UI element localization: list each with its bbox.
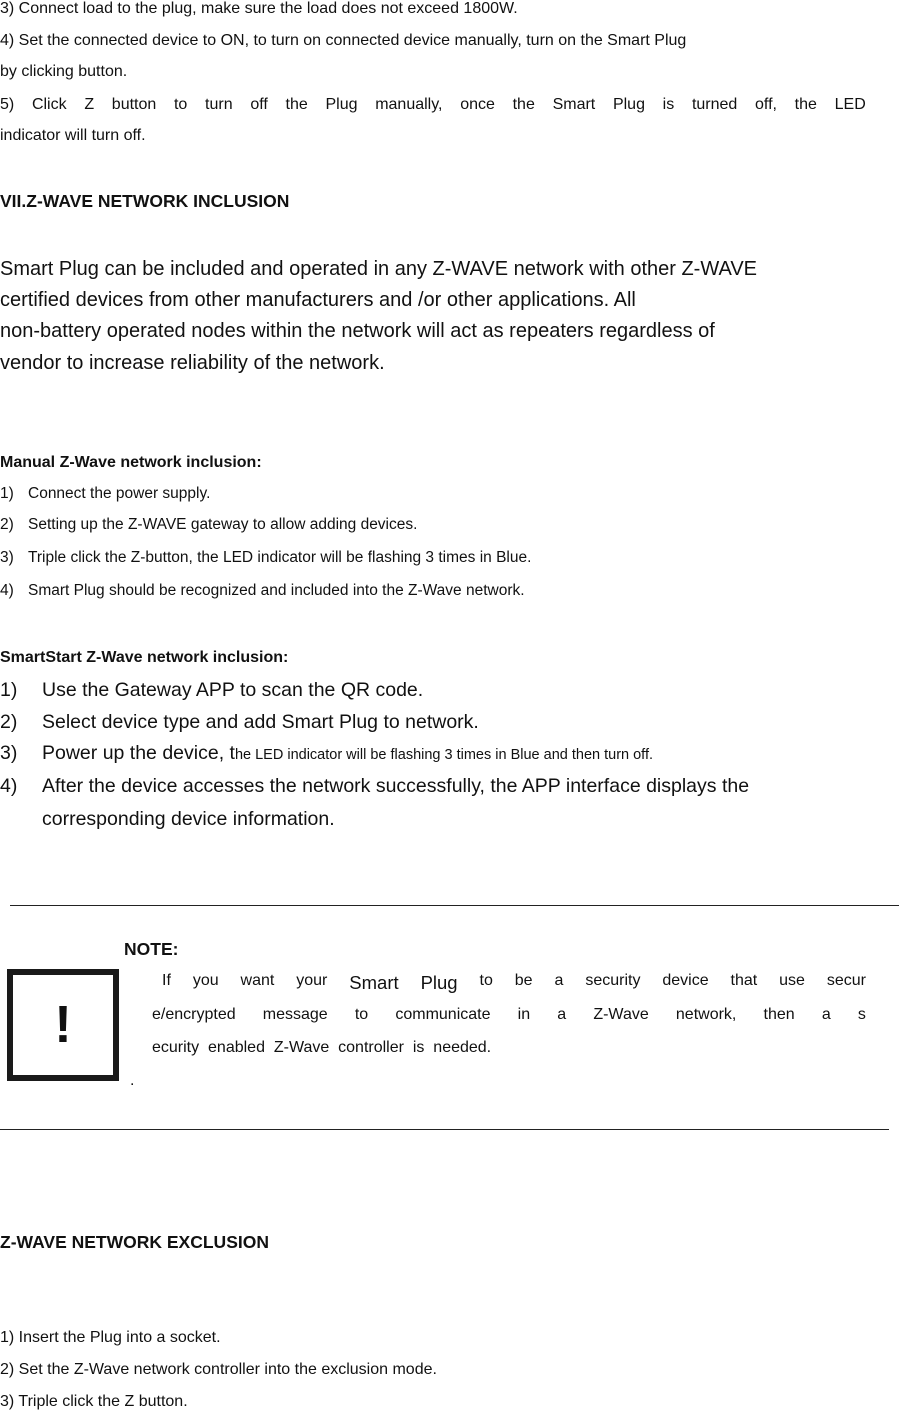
note-line2: e/encrypted message to communicate in a Z-Wave network, then a s <box>152 1006 866 1023</box>
manual-step: 3) Triple click the Z-button, the LED indicator will be flashing 3 times in Blue. <box>0 549 532 566</box>
smartstart-inclusion-title: SmartStart Z-Wave network inclusion: <box>0 649 289 666</box>
manual-step: 2) Setting up the Z-WAVE gateway to allow adding devices. <box>0 516 418 533</box>
note-title: NOTE: <box>124 939 179 959</box>
note-trailing-dot: . <box>130 1072 135 1089</box>
exclusion-heading: Z-WAVE NETWORK EXCLUSION <box>0 1232 269 1252</box>
exclusion-step: 1) Insert the Plug into a socket. <box>0 1329 221 1346</box>
smartstart-step: 2) Select device type and add Smart Plug to network. <box>0 711 479 733</box>
usage-step-4-line2: by clicking button. <box>0 63 128 80</box>
inclusion-para-line4: vendor to increase reliability of the network. <box>0 352 385 374</box>
inclusion-heading: VII.Z-WAVE NETWORK INCLUSION <box>0 191 290 211</box>
inclusion-para-line3: non-battery operated nodes within the network will act as repeaters regardless of <box>0 320 715 342</box>
warning-icon: ! <box>7 969 119 1081</box>
usage-step-4-line1: 4) Set the connected device to ON, to turn on connected device manually, turn on the Smart Plug <box>0 32 687 49</box>
manual-step: 4) Smart Plug should be recognized and included into the Z-Wave network. <box>0 582 525 599</box>
exclusion-step: 3) Triple click the Z button. <box>0 1393 188 1410</box>
inclusion-para-line1: Smart Plug can be included and operated in any Z-WAVE network with other Z-WAVE <box>0 258 758 280</box>
smartstart-step-4-line2: corresponding device information. <box>42 808 335 830</box>
usage-step-5-line2: indicator will turn off. <box>0 127 146 144</box>
smartstart-step: 3) Power up the device, the LED indicator will be flashing 3 times in Blue and then turn off. <box>0 742 654 764</box>
smartstart-step: 4) After the device accesses the network successfully, the APP interface displays the <box>0 775 750 797</box>
note-top-rule <box>10 905 899 906</box>
smartstart-step: 1) Use the Gateway APP to scan the QR code. <box>0 679 424 701</box>
note-line3: ecurity enabled Z-Wave controller is needed. <box>152 1039 492 1056</box>
note-line1: If you want your Smart Plug to be a security device that use secur <box>162 972 866 993</box>
manual-step: 1) Connect the power supply. <box>0 485 211 502</box>
manual-inclusion-title: Manual Z-Wave network inclusion: <box>0 454 262 471</box>
note-bottom-rule <box>0 1129 889 1130</box>
inclusion-para-line2: certified devices from other manufacturers and /or other applications. All <box>0 289 636 311</box>
usage-step-3: 3) Connect load to the plug, make sure the load does not exceed 1800W. <box>0 0 518 17</box>
exclusion-step: 2) Set the Z-Wave network controller into the exclusion mode. <box>0 1361 437 1378</box>
usage-step-5-line1: 5) Click Z button to turn off the Plug manually, once the Smart Plug is turned off, the LED <box>0 96 866 113</box>
